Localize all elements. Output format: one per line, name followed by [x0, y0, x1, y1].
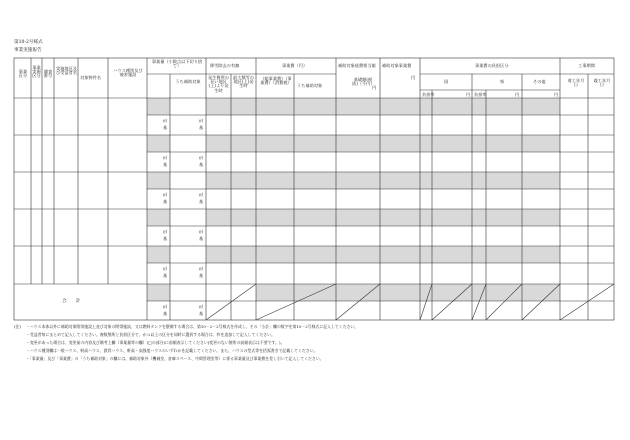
shade-r5-c [256, 246, 336, 263]
header-jisshi-kubun: 事業実施区分 [32, 65, 41, 79]
header-hojo-keihi-sub: 基礎額(税抜)（千円） [352, 77, 375, 87]
note-item: ・変更があった場合は、変更前の内容及び備考上欄（事業量等の欄）(□の部分)に前額表示してください(変更のない箇所の前額表示は不要です。)。 [26, 340, 285, 345]
unit-ki: 基 [199, 236, 204, 241]
header-house-shubetsu: ハウス種別及び被害施設 [113, 68, 143, 78]
unit-m2: ㎡ [199, 266, 204, 271]
header-ken-ritsu: 負担率 [474, 92, 487, 97]
header-ken: 県 [500, 79, 505, 84]
header-hojo-jigyohi-yen: 円 [411, 75, 416, 80]
unit-ki: 基 [199, 311, 204, 316]
note-item: ・ハウス本体以外に補助対象附帯施設上並び対象の附帯施設、又は燃料タンクを整備する場合は、第10－2－2号様式を作成し、その「小計」欄の数字を第10－2号様式に記入してください。 [26, 324, 359, 329]
header-jigyoryo: 事業量（小数点以下切り捨て） [151, 59, 203, 69]
unit-ki: 基 [199, 125, 204, 130]
shade-r5-e [380, 246, 420, 263]
header-hojo-keihi-yen: 円 [372, 85, 377, 90]
header-taisho-bukkenmei: 対象物件名 [80, 75, 101, 80]
shade-r4-c [256, 209, 336, 226]
note-item: ・ハウス種別欄は一般ハウス、軒高ハウス、鉄骨ハウス、軒高・高強度ハウスのいずれかを記載してください。また、ハウスの型式等を括弧書きで記載してください。 [26, 348, 318, 353]
shade-r2-a [147, 135, 170, 152]
shade-r3-a [147, 172, 170, 189]
header-ken-yen: 円 [515, 92, 520, 97]
unit-m2: ㎡ [163, 304, 168, 309]
header-jigyohi: 事業費（円） [282, 63, 308, 68]
shade-r2-c [256, 135, 336, 152]
shade-r4-a [147, 209, 170, 226]
shade-r4-e [380, 209, 420, 226]
note-item: ・受益者毎にまとめて記入してください。複数箇所と負担区分で、かつ以上の区分を同時に選択する場合は、枠を追加して記入してください。 [26, 332, 275, 337]
header-futan-kubun: 事業費の負担区分 [475, 63, 509, 68]
unit-ki: 基 [163, 236, 168, 241]
unit-m2: ㎡ [163, 118, 168, 123]
unit-ki: 基 [199, 162, 204, 167]
header-kuni: 国 [444, 79, 449, 84]
header-hojo-jigyohi: 補助対象事業費 [382, 63, 412, 68]
header-josetsu: 降雪除去の有無 [210, 63, 240, 68]
unit-m2: ㎡ [199, 304, 204, 309]
header-hojo-keihi: 補助対象経費相当額 [338, 63, 376, 68]
unit-m2: ㎡ [199, 155, 204, 160]
total-label: 合 計 [62, 299, 81, 304]
form-number: 第10-2号様式 [14, 40, 43, 45]
unit-m2: ㎡ [199, 192, 204, 197]
unit-m2: ㎡ [199, 229, 204, 234]
header-shunko: 竣工年月日 [593, 78, 611, 88]
unit-m2: ㎡ [163, 192, 168, 197]
unit-m2: ㎡ [163, 229, 168, 234]
header-chosa-bango: 調査番号 [43, 69, 53, 79]
unit-ki: 基 [163, 311, 168, 316]
shade-r4-f [420, 209, 560, 226]
header-jigyohi-col1: （総事業費）（事業費）（消費税） [260, 76, 292, 86]
shade-r1-f [420, 98, 560, 115]
shade-total-d [380, 284, 420, 301]
shade-r3-f [420, 172, 560, 189]
shade-r2-f [420, 135, 560, 152]
shade-r2-d [336, 135, 380, 152]
header-kuni-yen: 円 [466, 92, 471, 97]
shade-r2-e [380, 135, 420, 152]
header-sonota: その他 [533, 79, 546, 84]
unit-m2: ㎡ [199, 118, 204, 123]
shade-r5-d [336, 246, 380, 263]
shade-r3-d [336, 172, 380, 189]
unit-ki: 基 [163, 162, 168, 167]
shade-r1-c [256, 98, 336, 115]
unit-m2: ㎡ [163, 266, 168, 271]
shade-r5-f [420, 246, 560, 263]
header-sonota-yen: 円 [554, 92, 559, 97]
unit-ki: 基 [163, 125, 168, 130]
shade-r1-d [336, 98, 380, 115]
shade-total-b [256, 284, 336, 301]
notes-label: (注) [14, 324, 21, 329]
unit-m2: ㎡ [163, 155, 168, 160]
header-jigyo-kubun: 事業区分 [18, 69, 28, 79]
shade-total-a [147, 284, 170, 301]
unit-ki: 基 [163, 273, 168, 278]
header-koji-kikan: 工事期間 [578, 63, 595, 68]
header-jisshi-chiku: 実施地区及び受益者名 [56, 66, 77, 76]
header-kuni-ritsu: 負担率 [422, 92, 435, 97]
shade-r3-c [256, 172, 336, 189]
header-josetsu-col1: 発生箇所の長い地区(上)より発生時 [208, 75, 229, 93]
header-jigyohi-col2: うち補助対象 [297, 83, 323, 88]
shaded-cells [147, 98, 560, 301]
header-jigyoryo-uchi: うち補助対象 [175, 79, 201, 84]
shade-r3-e [380, 172, 420, 189]
document-title: 事業実施報告 [14, 48, 42, 53]
unit-ki: 基 [199, 273, 204, 278]
shade-total-e [420, 284, 560, 301]
header-josetsu-col2: 最大積雪の地区(上)発生時 [233, 75, 254, 89]
header-chakko: 着工年月日 [567, 78, 585, 88]
shade-total-c [336, 284, 380, 301]
shade-r5-a [147, 246, 170, 263]
grid-lines [14, 58, 614, 320]
shade-r1-e [380, 98, 420, 115]
unit-ki: 基 [163, 199, 168, 204]
shade-r4-d [336, 209, 380, 226]
note-item: ・「事業量」及び「事業費」の「うち補助対象」の欄には、補助対象外（機械室、倉庫スペース、中間管理室等）に係る事業量及び事業費を差し引いて記入してください。 [26, 356, 324, 361]
unit-ki: 基 [199, 199, 204, 204]
shade-r1-a [147, 98, 170, 115]
